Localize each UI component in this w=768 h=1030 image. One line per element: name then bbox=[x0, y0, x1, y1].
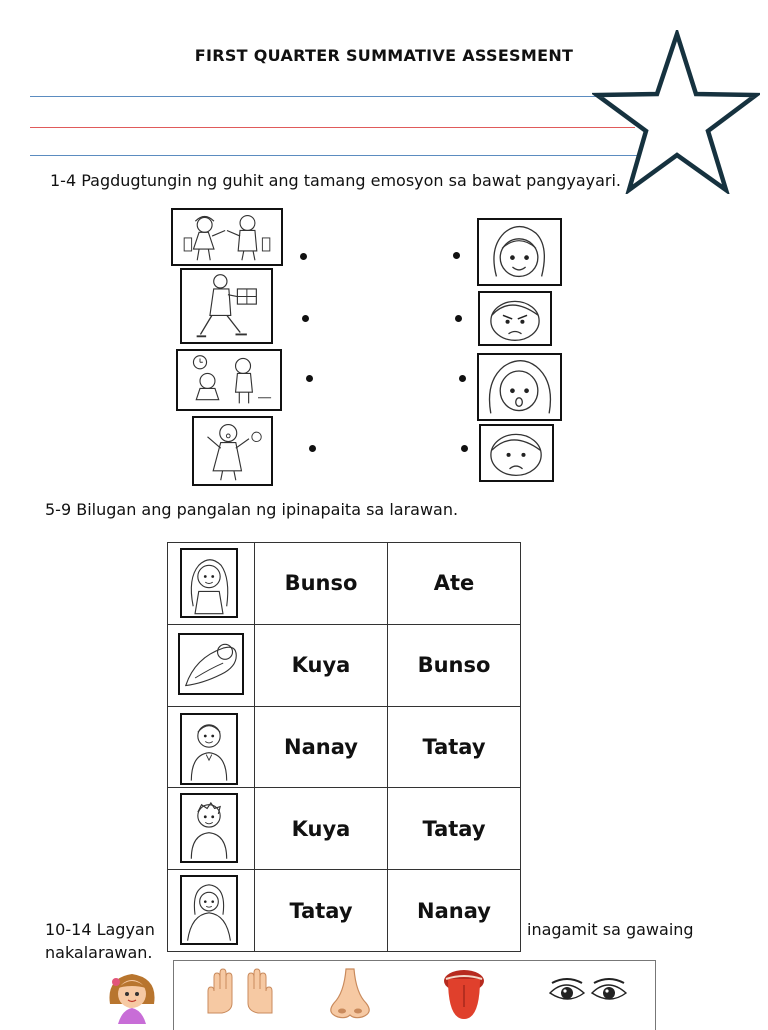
match-dot-right-3[interactable] bbox=[459, 375, 466, 382]
section3-instruction-end: inagamit sa gawaing bbox=[527, 920, 694, 939]
eyes-icon[interactable] bbox=[546, 975, 630, 1009]
table-row bbox=[168, 706, 521, 788]
divider-line-blue-bottom bbox=[30, 155, 640, 156]
table-row bbox=[168, 543, 521, 625]
angry-face-icon bbox=[478, 291, 552, 346]
table-row bbox=[168, 624, 521, 706]
section2-instruction: 5-9 Bilugan ang pangalan ng ipinapaita sa larawan. bbox=[45, 500, 459, 519]
choice-ate[interactable]: Ate bbox=[388, 543, 521, 625]
match-dot-right-1[interactable] bbox=[453, 252, 460, 259]
table-row bbox=[168, 870, 521, 952]
choice-bunso[interactable]: Bunso bbox=[255, 543, 388, 625]
boy-icon bbox=[180, 793, 238, 863]
scene-man-receiving-gift-icon bbox=[180, 268, 273, 344]
girl-icon bbox=[180, 548, 238, 618]
surprised-face-icon bbox=[477, 353, 562, 421]
scene-children-with-clock-icon bbox=[176, 349, 282, 411]
divider-line-blue-top bbox=[30, 96, 630, 97]
choice-tatay[interactable]: Tatay bbox=[388, 706, 521, 788]
nose-icon[interactable] bbox=[326, 965, 374, 1021]
name-choice-table bbox=[167, 542, 521, 952]
choice-nanay[interactable]: Nanay bbox=[388, 870, 521, 952]
choice-tatay[interactable]: Tatay bbox=[255, 870, 388, 952]
old-man-icon bbox=[180, 713, 238, 785]
match-dot-left-4[interactable] bbox=[309, 445, 316, 452]
choice-nanay[interactable]: Nanay bbox=[255, 706, 388, 788]
senses-options-box bbox=[173, 960, 656, 1030]
scene-children-fighting-icon bbox=[171, 208, 283, 266]
baby-icon bbox=[178, 633, 244, 695]
match-dot-left-1[interactable] bbox=[300, 253, 307, 260]
choice-bunso[interactable]: Bunso bbox=[388, 624, 521, 706]
row-image-cell bbox=[168, 624, 255, 706]
section3-instruction-start: 10-14 Lagyan bbox=[45, 920, 155, 939]
match-dot-left-3[interactable] bbox=[306, 375, 313, 382]
section1-instruction: 1-4 Pagdugtungin ng guhit ang tamang emosyon sa bawat pangyayari. bbox=[50, 171, 621, 190]
choice-kuya[interactable]: Kuya bbox=[255, 624, 388, 706]
star-icon bbox=[592, 30, 760, 194]
choice-tatay[interactable]: Tatay bbox=[388, 788, 521, 870]
row-image-cell bbox=[168, 870, 255, 952]
row-image-cell bbox=[168, 706, 255, 788]
happy-face-icon bbox=[477, 218, 562, 286]
choice-kuya[interactable]: Kuya bbox=[255, 788, 388, 870]
tongue-icon[interactable] bbox=[442, 967, 486, 1021]
row-image-cell bbox=[168, 788, 255, 870]
girl-cartoon-icon bbox=[104, 970, 160, 1024]
match-dot-right-2[interactable] bbox=[455, 315, 462, 322]
section3-instruction-line2: nakalarawan. bbox=[45, 943, 153, 962]
match-dot-left-2[interactable] bbox=[302, 315, 309, 322]
match-dot-right-4[interactable] bbox=[461, 445, 468, 452]
scene-surprised-boy-icon bbox=[192, 416, 273, 486]
hands-icon[interactable] bbox=[202, 967, 278, 1017]
page-title: FIRST QUARTER SUMMATIVE ASSESMENT bbox=[194, 46, 574, 65]
row-image-cell bbox=[168, 543, 255, 625]
mother-icon bbox=[180, 875, 238, 945]
table-row bbox=[168, 788, 521, 870]
sad-face-icon bbox=[479, 424, 554, 482]
divider-line-red bbox=[30, 127, 635, 128]
